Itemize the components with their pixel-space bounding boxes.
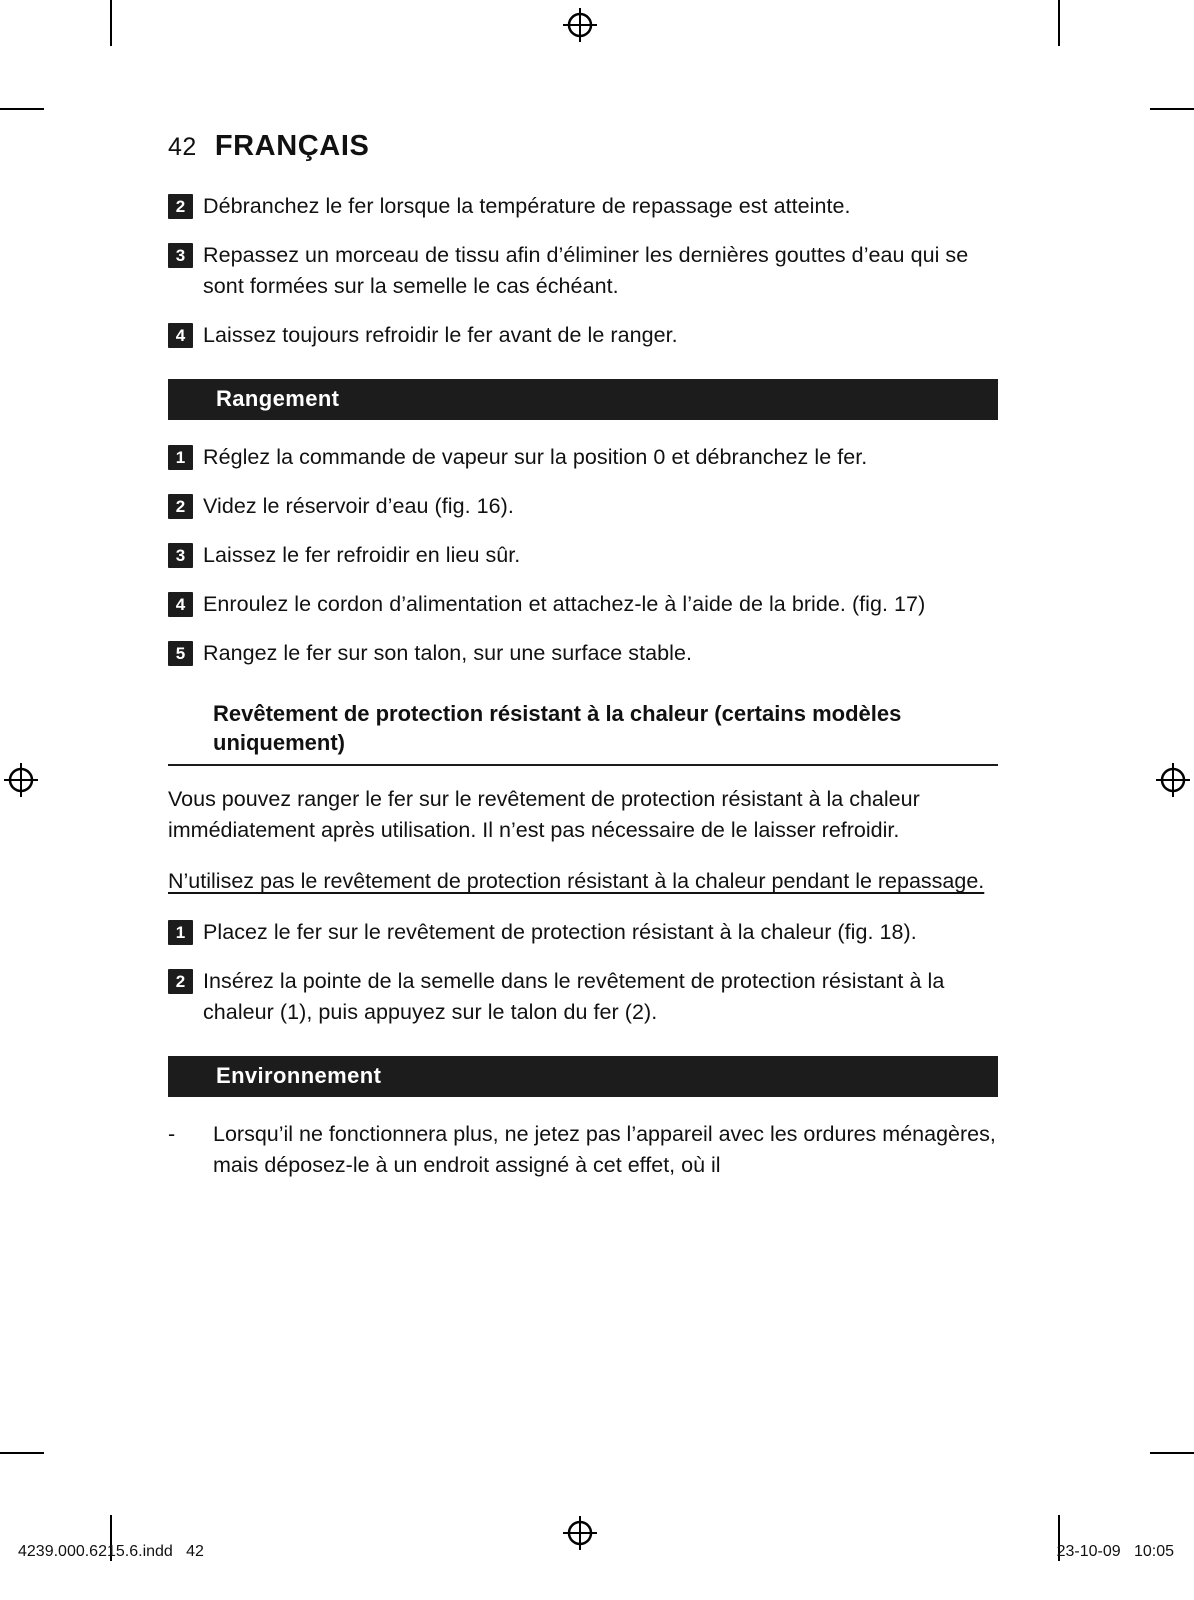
step-text: Laissez toujours refroidir le fer avant de le ranger. bbox=[203, 322, 678, 347]
step-number: 1 bbox=[168, 920, 193, 945]
list-item bbox=[168, 966, 998, 1028]
steps-continued-list bbox=[168, 191, 998, 351]
section-heading-rangement: Rangement bbox=[168, 379, 998, 420]
list-item bbox=[168, 540, 998, 571]
revetement-steps-list bbox=[168, 917, 998, 1028]
footer-file-name: 4239.000.6215.6.indd 42 bbox=[18, 1543, 204, 1560]
list-item bbox=[168, 491, 998, 522]
page-header bbox=[168, 130, 998, 163]
step-number: 3 bbox=[168, 543, 193, 568]
bullet-text: Lorsqu’il ne fonctionnera plus, ne jetez pas l’appareil avec les ordures ménagères, mais déposez-le à un endroit assigné à cet effet, où il bbox=[213, 1122, 996, 1178]
subsection-heading-revetement: Revêtement de protection résistant à la chaleur (certains modèles uniquement) bbox=[168, 699, 998, 767]
registration-mark-right bbox=[1156, 763, 1190, 797]
list-item bbox=[168, 191, 998, 222]
page-number: 42 bbox=[168, 133, 197, 161]
step-number: 5 bbox=[168, 641, 193, 666]
page-title: FRANÇAIS bbox=[214, 130, 370, 162]
list-item bbox=[168, 638, 998, 669]
step-text: Réglez la commande de vapeur sur la position 0 et débranchez le fer. bbox=[203, 444, 868, 469]
list-item bbox=[168, 320, 998, 351]
crop-mark-upper-right-horizontal bbox=[1150, 108, 1194, 110]
step-text: Laissez le fer refroidir en lieu sûr. bbox=[203, 542, 521, 567]
step-number: 3 bbox=[168, 243, 193, 268]
step-text: Placez le fer sur le revêtement de protection résistant à la chaleur (fig. 18). bbox=[203, 920, 917, 945]
step-number: 2 bbox=[168, 494, 193, 519]
list-item bbox=[168, 442, 998, 473]
list-item bbox=[168, 1119, 998, 1181]
registration-mark-bottom bbox=[563, 1516, 597, 1550]
crop-mark-lower-left-horizontal bbox=[0, 1452, 44, 1454]
list-item bbox=[168, 917, 998, 948]
crop-mark-lower-right-horizontal bbox=[1150, 1452, 1194, 1454]
paragraph-revetement: Vous pouvez ranger le fer sur le revêtement de protection résistant à la chaleur immédiatement après utilisation. Il n’est pas nécessaire de le laisser refroidir. bbox=[168, 787, 920, 843]
step-text: Rangez le fer sur son talon, sur une surface stable. bbox=[203, 640, 693, 665]
section-heading-environnement: Environnement bbox=[168, 1056, 998, 1097]
step-number: 4 bbox=[168, 323, 193, 348]
registration-mark-left bbox=[4, 763, 38, 797]
step-number: 1 bbox=[168, 445, 193, 470]
step-number: 4 bbox=[168, 592, 193, 617]
step-text: Insérez la pointe de la semelle dans le revêtement de protection résistant à la chaleur (1), puis appuyez sur le talon du fer (2). bbox=[203, 969, 945, 1025]
step-text: Débranchez le fer lorsque la température de repassage est atteinte. bbox=[203, 194, 851, 218]
step-text: Videz le réservoir d’eau (fig. 16). bbox=[203, 493, 514, 518]
crop-mark-top-left-vertical bbox=[110, 0, 112, 46]
bullet-dash: - bbox=[168, 1122, 176, 1147]
warning-text-revetement: N’utilisez pas le revêtement de protection résistant à la chaleur pendant le repassage. bbox=[168, 869, 985, 894]
step-number: 2 bbox=[168, 194, 193, 219]
environnement-items-list bbox=[168, 1119, 998, 1181]
crop-mark-top-right-vertical bbox=[1058, 0, 1060, 46]
step-number: 2 bbox=[168, 969, 193, 994]
step-text: Enroulez le cordon d’alimentation et attachez-le à l’aide de la bride. (fig. 17) bbox=[203, 591, 926, 616]
footer-timestamp: 23-10-09 10:05 bbox=[1056, 1543, 1174, 1560]
rangement-steps-list bbox=[168, 442, 998, 669]
crop-mark-upper-left-horizontal bbox=[0, 108, 44, 110]
registration-mark-top bbox=[563, 8, 597, 42]
list-item bbox=[168, 240, 998, 302]
list-item bbox=[168, 589, 998, 620]
page-content bbox=[168, 130, 998, 1195]
step-text: Repassez un morceau de tissu afin d’éliminer les dernières gouttes d’eau qui se sont formées sur la semelle le cas échéant. bbox=[203, 242, 969, 298]
